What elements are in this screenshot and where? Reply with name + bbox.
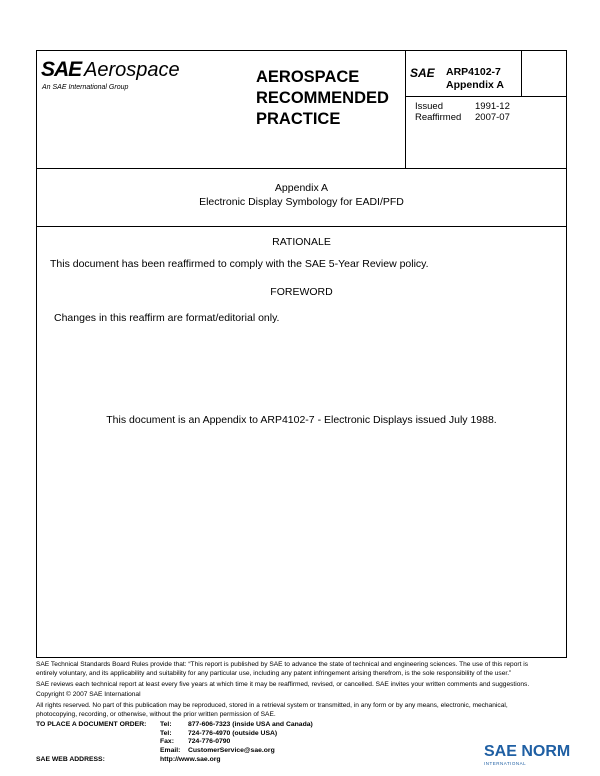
email-label: Email: <box>160 747 181 754</box>
rationale-heading: RATIONALE <box>272 236 331 248</box>
sae-logo-mark: SAE <box>41 58 82 81</box>
watermark-sub: INTERNATIONAL <box>484 761 527 766</box>
header-hline-arp <box>405 96 567 97</box>
order-label: TO PLACE A DOCUMENT ORDER: <box>36 721 147 728</box>
title-line-1: Appendix A <box>274 182 329 194</box>
header-vline-1 <box>405 50 406 168</box>
tel2-value[interactable]: 724-776-4970 (outside USA) <box>188 730 278 737</box>
sae-small-logo: SAE <box>410 66 435 80</box>
web-label: SAE WEB ADDRESS: <box>36 756 105 763</box>
reaffirmed-value: 2007-07 <box>475 112 510 123</box>
footer-rights-line-1: All rights reserved. No part of this publication may be reproduced, stored in a retrieval system or transmitted, in any form or by any means, electronic, mechanical, <box>36 702 508 709</box>
web-value[interactable]: http://www.sae.org <box>160 756 221 763</box>
tel1-value[interactable]: 877-606-7323 (inside USA and Canada) <box>188 721 313 728</box>
rationale-text: This document has been reaffirmed to comply with the SAE 5-Year Review policy. <box>50 258 429 270</box>
footer-rules-line-2: entirely voluntary, and its applicability and suitability for any particular use, including any patent infringement arising therefrom, is the sole responsibility of the user.” <box>36 669 512 677</box>
sae-norm-watermark <box>484 743 570 766</box>
header-vline-2 <box>521 50 522 96</box>
document-type <box>256 67 389 130</box>
doc-appendix: Appendix A <box>446 79 504 91</box>
sae-logo-wordmark: Aerospace <box>84 59 180 81</box>
fax-label: Fax: <box>160 738 174 745</box>
doc-number: ARP4102-7 <box>446 66 501 78</box>
footer-rights-line-2: photocopying, recording, or otherwise, without the prior written permission of SAE. <box>36 710 276 718</box>
header-divider <box>36 168 567 169</box>
watermark-text: SAE NORM <box>484 743 571 760</box>
appendix-statement: This document is an Appendix to ARP4102-7 - Electronic Displays issued July 1988. <box>106 414 497 426</box>
doc-type-line-2: RECOMMENDED <box>256 89 389 107</box>
tel1-label: Tel: <box>160 721 172 728</box>
footer-rights <box>36 702 567 719</box>
fax-value[interactable]: 724-776-0790 <box>188 738 231 745</box>
title-line-2: Electronic Display Symbology for EADI/PFD <box>199 196 404 208</box>
footer-rules <box>36 661 567 678</box>
foreword-heading: FOREWORD <box>270 286 333 298</box>
foreword-text: Changes in this reaffirm are format/editorial only. <box>54 312 280 324</box>
footer-copyright: Copyright © 2007 SAE International <box>36 691 141 698</box>
page-frame <box>36 50 567 658</box>
issued-label: Issued <box>415 101 443 112</box>
tel2-label: Tel: <box>160 730 172 737</box>
reaffirmed-label: Reaffirmed <box>415 112 462 123</box>
title-divider <box>36 226 567 227</box>
footer-review: SAE reviews each technical report at least every five years at which time it may be reaffirmed, revised, or cancelled. SAE invites your written comments and suggestions. <box>36 681 530 688</box>
issued-value: 1991-12 <box>475 101 510 112</box>
email-value[interactable]: CustomerService@sae.org <box>188 747 275 754</box>
doc-type-line-1: AEROSPACE <box>256 68 360 86</box>
footer-rules-line-1: SAE Technical Standards Board Rules provide that: “This report is published by SAE to advance the state of technical and engineering sciences. The use of this report is <box>36 661 529 668</box>
sae-logo-subtitle: An SAE International Group <box>42 84 129 91</box>
doc-number-block <box>446 66 504 92</box>
doc-type-line-3: PRACTICE <box>256 110 341 128</box>
